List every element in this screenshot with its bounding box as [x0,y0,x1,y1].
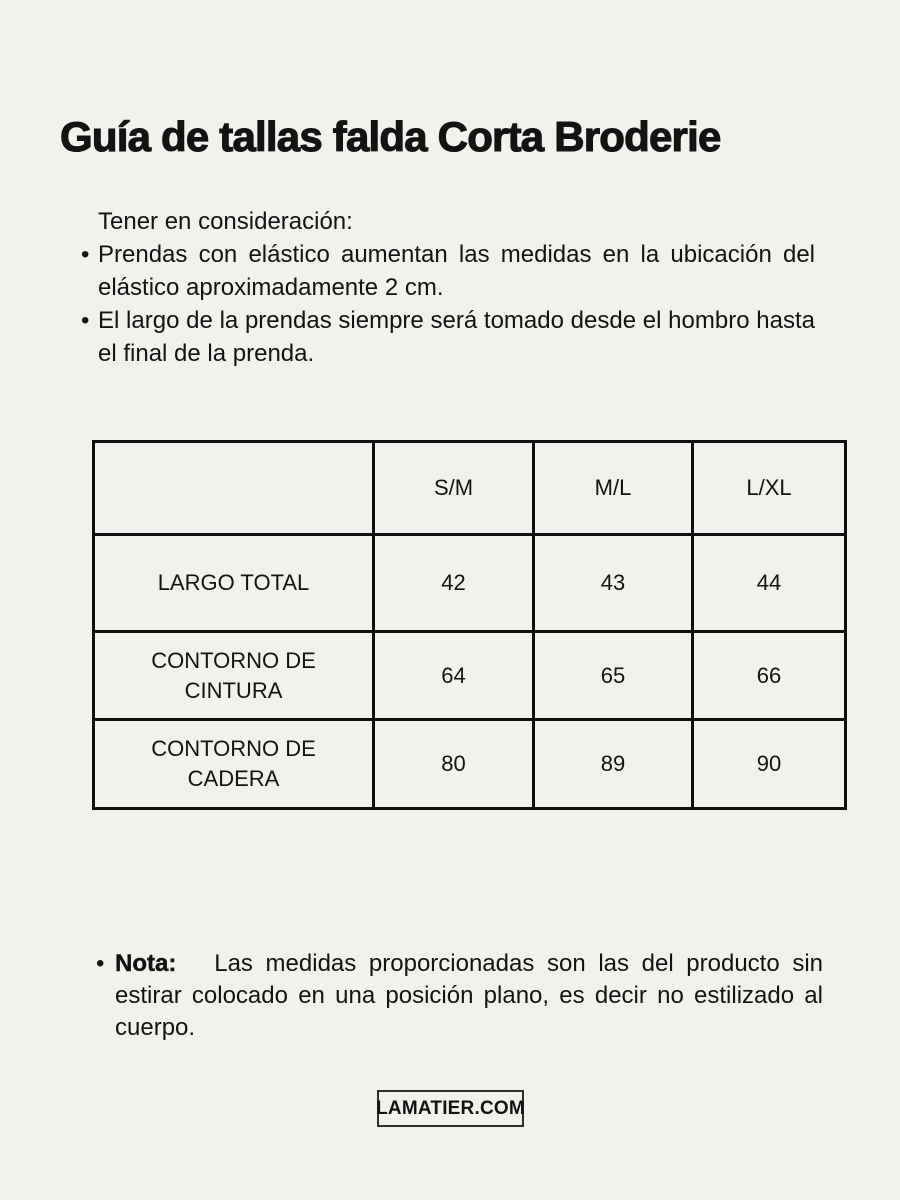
table-cell: 42 [374,535,534,632]
table-row [94,720,846,809]
corner-cell [94,442,374,535]
note-body: Las medidas proporcionadas son las del producto sin estirar colocado en una posición plano, es decir no estilizado al cuerpo. [115,950,823,1041]
bullet-icon: • [96,950,105,977]
table-cell: 66 [693,632,846,720]
column-header-lxl: L/XL [693,442,846,535]
table-row [94,632,846,720]
brand-label: LAMATIER.COM [376,1097,525,1119]
table-cell: 80 [374,720,534,809]
row-label: LARGO TOTAL [94,535,374,632]
note-label: Nota: [115,950,177,977]
considerations-section [81,205,815,370]
bullet-icon: • [81,241,90,268]
consideration-item [81,304,815,370]
table-cell: 90 [693,720,846,809]
considerations-heading: Tener en consideración: [98,208,353,235]
table-cell: 64 [374,632,534,720]
note-text [115,948,823,1044]
page-title: Guía de tallas falda Corta Broderie [60,113,721,160]
bullet-icon: • [81,307,90,334]
column-header-sm: S/M [374,442,534,535]
row-label: CONTORNO DE CADERA [94,720,374,809]
consideration-text: Prendas con elástico aumentan las medidas en la ubicación del elástico aproximadamente 2 cm. [98,241,815,301]
size-table-header-row [94,442,846,535]
size-table-container [92,440,847,810]
table-row [94,535,846,632]
note-section [96,948,823,1044]
column-header-ml: M/L [534,442,693,535]
consideration-item [81,238,815,304]
table-cell: 43 [534,535,693,632]
brand-box [377,1090,524,1127]
table-cell: 44 [693,535,846,632]
size-table [92,440,847,810]
consideration-text: El largo de la prendas siempre será tomado desde el hombro hasta el final de la prenda. [98,307,815,367]
table-cell: 89 [534,720,693,809]
row-label: CONTORNO DE CINTURA [94,632,374,720]
table-cell: 65 [534,632,693,720]
